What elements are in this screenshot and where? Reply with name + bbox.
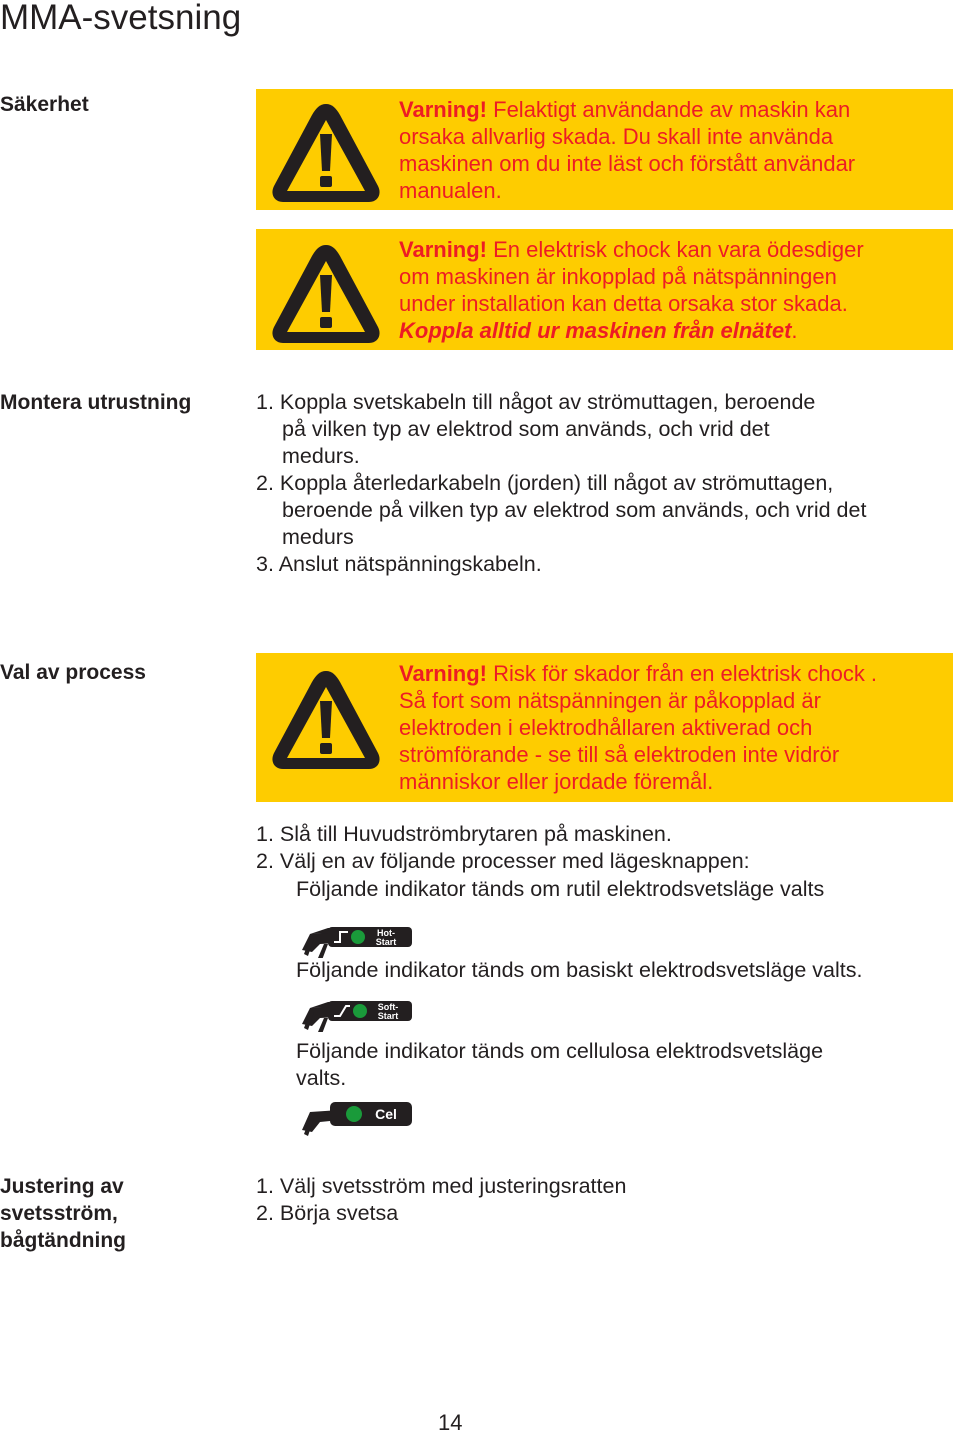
montera-line: medurs. [282,444,360,468]
badge-text: Soft- [377,1002,399,1012]
warning-triangle-icon [270,237,382,345]
section-label-process: Val av process [0,661,146,684]
warning-emphasis-end: . [791,318,798,343]
mode-text-rutil: Följande indikator tänds om rutil elektrodsvetsläge valts [296,877,825,901]
led-indicator-icon [353,1004,367,1018]
warning-line: orsaka allvarlig skada. Du skall inte använda [399,124,834,149]
label-line: Justering av [0,1175,124,1198]
montera-line: beroende på vilken typ av elektrod som används, och vrid det [282,498,867,522]
soft-start-indicator [300,998,414,1032]
warning-text-2 [399,236,933,344]
badge-text: Hot- [377,928,395,938]
process-step-1: 1. Slå till Huvudströmbrytaren på maskinen. [256,822,672,846]
warning-line: strömförande - se till så elektroden inte vidrör [399,742,840,767]
warning-line: maskinen om du inte läst och förstått användar [399,151,856,176]
warning-box-3 [256,653,953,802]
led-indicator-icon [346,1106,362,1122]
warning-line: om maskinen är inkopplad på nätspänningen [399,264,837,289]
warning-lead: Varning! [399,661,488,686]
warning-line: människor eller jordade föremål. [399,769,714,794]
badge-text: Start [375,937,397,947]
warning-line: Risk för skador från en elektrisk chock . [487,661,878,686]
page-title: MMA-svetsning [0,0,242,37]
montera-line: medurs [282,525,354,549]
warning-triangle-icon [270,663,382,771]
page-number: 14 [438,1410,463,1435]
justering-line: 1. Välj svetsström med justeringsratten [256,1174,627,1198]
warning-box-1 [256,89,953,210]
section-label-sakerhet: Säkerhet [0,93,89,116]
warning-emphasis: Koppla alltid ur maskinen från elnätet [399,318,792,343]
hot-start-indicator [300,924,414,958]
section-label-montera: Montera utrustning [0,391,192,414]
warning-text-1 [399,96,933,204]
warning-line: En elektrisk chock kan vara ödesdiger [487,237,864,262]
montera-line: på vilken typ av elektrod som används, och vrid det [282,417,770,441]
section-label-justering [0,1173,126,1254]
process-step-2: 2. Välj en av följande processer med lägesknappen: [256,849,750,873]
justering-line: 2. Börja svetsa [256,1201,399,1225]
warning-line: manualen. [399,178,502,203]
montera-line: 2. Koppla återledarkabeln (jorden) till något av strömuttagen, [256,471,834,495]
label-line: svetsström, [0,1202,118,1225]
badge-text: Cel [375,1106,397,1122]
cel-indicator [300,1100,414,1136]
warning-triangle-icon [270,96,382,204]
warning-lead: Varning! [399,237,488,262]
montera-line: 3. Anslut nätspänningskabeln. [256,552,542,576]
warning-line: under installation kan detta orsaka stor skada. [399,291,848,316]
warning-line: elektroden i elektrodhållaren aktiverad och [399,715,813,740]
warning-text-3 [399,660,933,795]
warning-box-2 [256,229,953,350]
warning-lead: Varning! [399,97,488,122]
badge-text: Start [377,1011,399,1021]
montera-line: 1. Koppla svetskabeln till något av strömuttagen, beroende [256,390,816,414]
mode-text-cellulosa: Följande indikator tänds om cellulosa elektrodsvetsläge [296,1039,824,1063]
warning-line: Felaktigt användande av maskin kan [487,97,851,122]
led-indicator-icon [351,930,365,944]
mode-text-basisk: Följande indikator tänds om basiskt elektrodsvetsläge valts. [296,958,863,982]
mode-text-cellulosa: valts. [296,1066,347,1090]
warning-line: Så fort som nätspänningen är påkopplad är [399,688,821,713]
label-line: bågtändning [0,1229,126,1252]
